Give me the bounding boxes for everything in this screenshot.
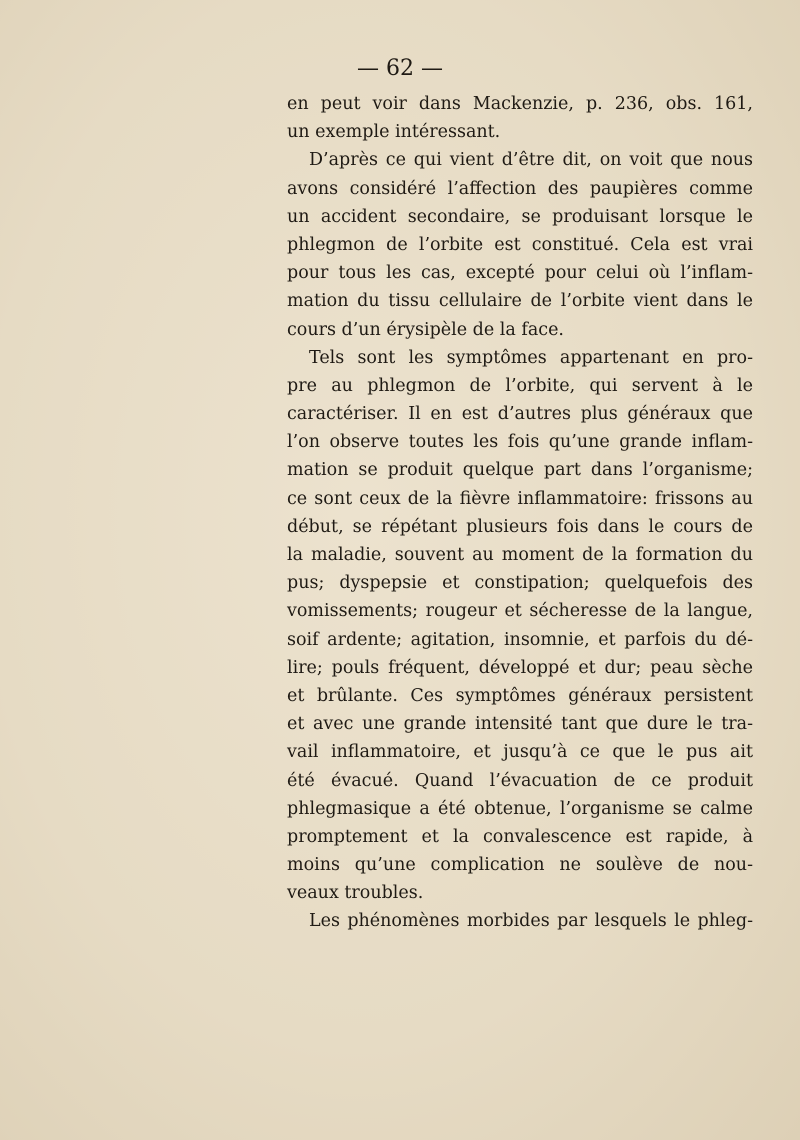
text-line: Tels sont les symptômes appartenant en pro- xyxy=(309,347,753,368)
text-line: pus; dyspepsie et constipation; quelquefois des xyxy=(287,573,753,594)
text-line: D’après ce qui vient d’être dit, on voit que nous xyxy=(309,150,753,171)
text-line: ce sont ceux de la fièvre inflammatoire: frissons au xyxy=(287,488,753,509)
text-line: promptement et la convalescence est rapide, à xyxy=(287,826,753,847)
text-line: avons considéré l’affection des paupières comme xyxy=(287,178,753,199)
text-line: vail inflammatoire, et jusqu’à ce que le pus ait xyxy=(287,742,753,763)
text-line: moins qu’une complication ne soulève de nou- xyxy=(287,855,753,876)
text-line: et avec une grande intensité tant que dure le tra- xyxy=(287,714,753,735)
body-text xyxy=(287,90,753,936)
text-line: Les phénomènes morbides par lesquels le phleg- xyxy=(309,911,753,932)
text-line: un accident secondaire, se produisant lorsque le xyxy=(287,206,753,227)
text-line: soif ardente; agitation, insomnie, et parfois du dé- xyxy=(287,629,753,650)
text-line: en peut voir dans Mackenzie, p. 236, obs. 161, xyxy=(287,94,753,114)
text-line: mation du tissu cellulaire de l’orbite vient dans le xyxy=(287,291,753,312)
text-line: veaux troubles. xyxy=(287,883,424,904)
text-line: et brûlante. Ces symptômes généraux persistent xyxy=(287,685,753,706)
text-line: vomissements; rougeur et sécheresse de la langue, xyxy=(287,601,753,622)
page-number: — 62 — xyxy=(357,56,443,81)
text-line: pour tous les cas, excepté pour celui où l’inflam- xyxy=(287,263,753,284)
text-line: l’on observe toutes les fois qu’une grande inflam- xyxy=(287,432,753,453)
text-line: mation se produit quelque part dans l’organisme; xyxy=(287,460,753,481)
text-line: phlegmasique a été obtenue, l’organisme se calme xyxy=(287,798,753,819)
text-line: cours d’un érysipèle de la face. xyxy=(287,319,564,340)
text-line: la maladie, souvent au moment de la formation du xyxy=(287,545,753,565)
text-line: phlegmon de l’orbite est constitué. Cela est vrai xyxy=(287,234,753,255)
text-line: début, se répétant plusieurs fois dans le cours de xyxy=(287,516,753,537)
text-line: pre au phlegmon de l’orbite, qui servent à le xyxy=(287,375,753,396)
text-line: un exemple intéressant. xyxy=(287,122,501,143)
text-line: été évacué. Quand l’évacuation de ce produit xyxy=(287,770,753,791)
text-line: caractériser. Il en est d’autres plus généraux que xyxy=(287,404,753,425)
text-line: lire; pouls fréquent, développé et dur; peau sèche xyxy=(287,657,753,678)
